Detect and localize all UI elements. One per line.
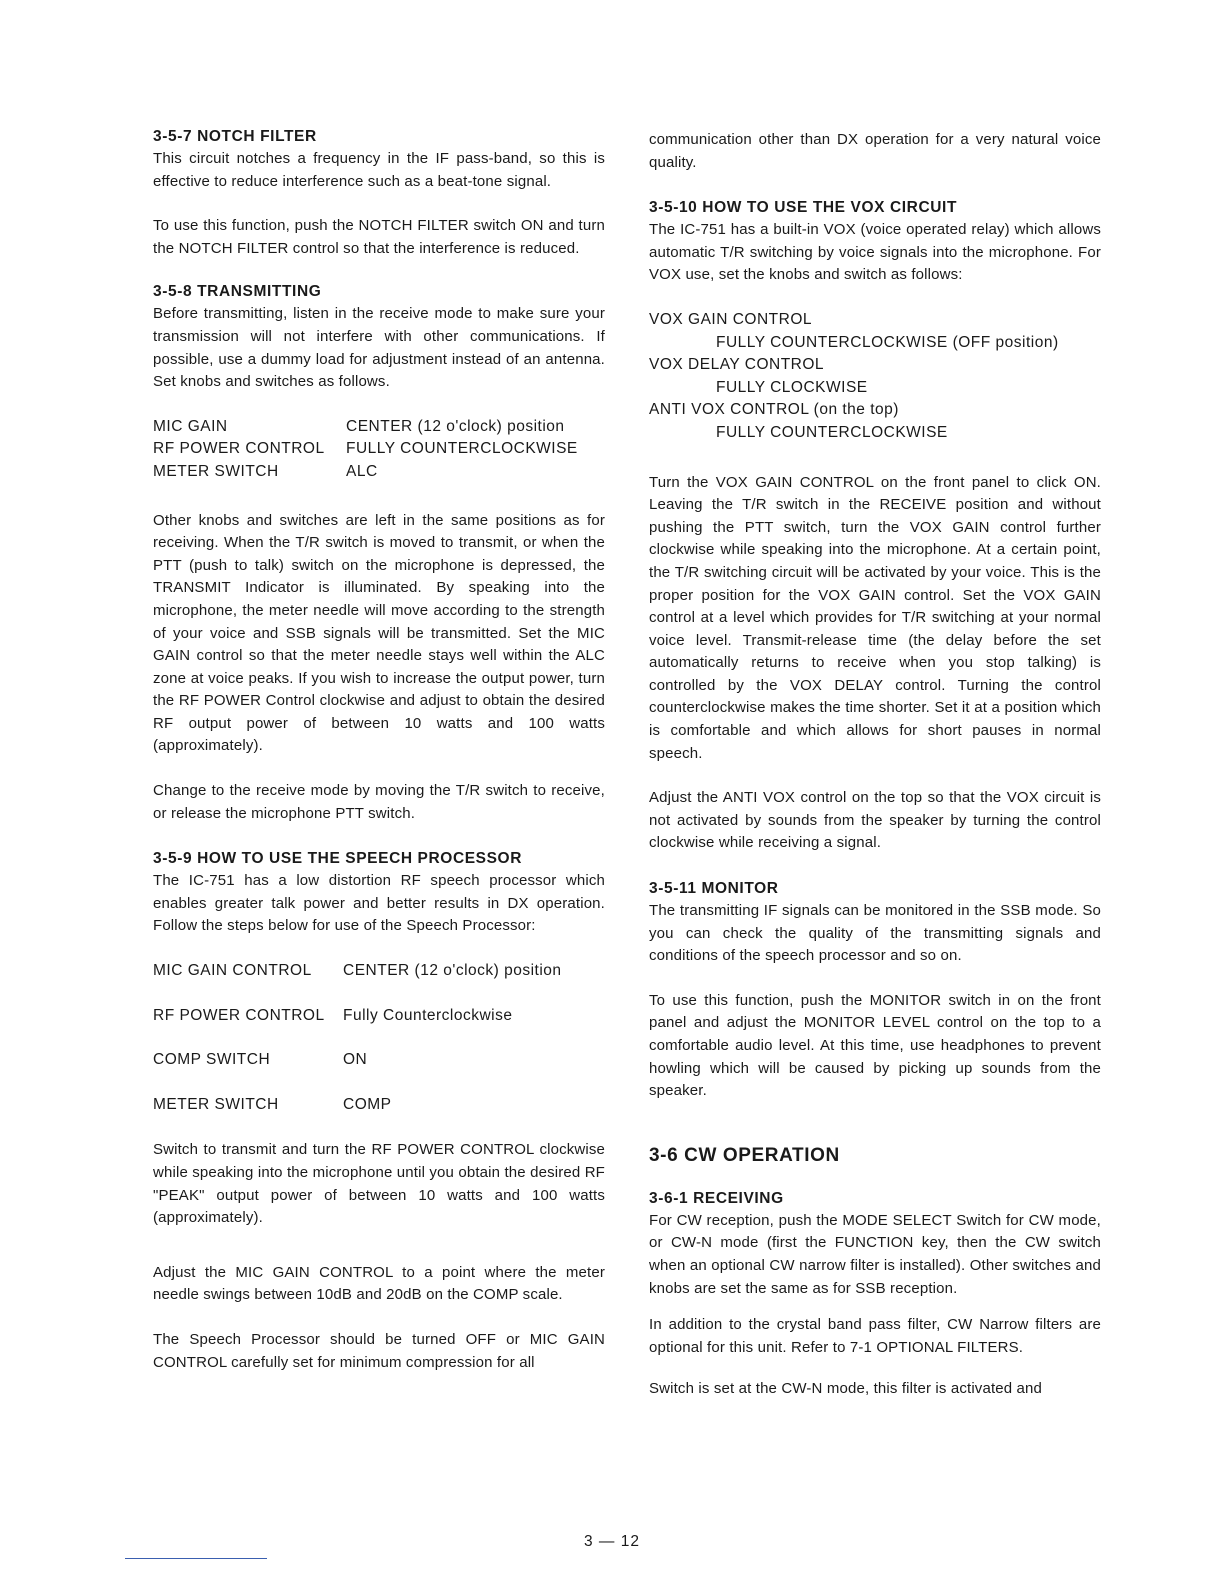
monitor-paragraph-1: The transmitting IF signals can be monitored in the SSB mode. So you can check the quality of the transmitting signals and conditions of the speech processor and so on. [649, 902, 1101, 965]
setting-name: RF POWER CONTROL [153, 440, 325, 458]
section-heading-vox-circuit: 3-5-10 HOW TO USE THE VOX CIRCUIT [649, 199, 958, 217]
vox-setting-value: FULLY COUNTERCLOCKWISE [716, 423, 948, 441]
speech-processor-paragraph-2: Switch to transmit and turn the RF POWER CONTROL clockwise while speaking into the microphone until you obtain the desired RF "PEAK" output power of between 10 watts and 100 watts (approximately). [153, 1141, 605, 1227]
speech-processor-paragraph-1: The IC-751 has a low distortion RF speech processor which enables greater talk power and better results in DX operation. Follow the steps below for use of the Speech Processor: [153, 872, 605, 935]
settings-row [153, 416, 605, 439]
speech-processor-settings-table [153, 960, 605, 1116]
transmitting-paragraph-1: Before transmitting, listen in the receive mode to make sure your transmission will not interfere with other communications. If possible, use a dummy load for adjustment instead of an antenna. Set knobs and switches as follows. [153, 305, 605, 391]
settings-row [153, 960, 605, 983]
vox-settings-list [649, 309, 1101, 445]
monitor-paragraph-2: To use this function, push the MONITOR switch in on the front panel and adjust the MONITOR LEVEL control on the top to a comfortable audio level. At this time, use headphones to prevent howling which will be caused by picking up sounds from the speaker. [649, 991, 1101, 1100]
section-heading-receiving: 3-6-1 RECEIVING [649, 1189, 784, 1207]
setting-name: MIC GAIN CONTROL [153, 962, 312, 980]
receiving-paragraph-3: Switch is set at the CW-N mode, this filter is activated and [649, 1380, 1043, 1398]
transmitting-settings-table [153, 416, 605, 484]
transmitting-paragraph-3: Change to the receive mode by moving the T/R switch to receive, or release the microphone PTT switch. [153, 782, 605, 822]
settings-row [153, 438, 605, 461]
transmitting-paragraph-2: Other knobs and switches are left in the same positions as for receiving. When the T/R switch is moved to transmit, or when the PTT (push to talk) switch on the microphone is depressed, the TRANSMIT Indicator is illuminated. By speaking into the microphone, the meter needle will move according to the strength of your voice and SSB signals will be transmitted. Set the MIC GAIN control so that the meter needle stays well within the ALC zone at voice peaks. If you wish to increase the output power, turn the RF POWER Control clockwise and adjust to obtain the desired RF output power of between 10 watts and 100 watts (approximately). [153, 511, 605, 755]
page-number: 3 — 12 [584, 1533, 640, 1550]
setting-name: MIC GAIN [153, 417, 228, 435]
vox-setting-name: VOX DELAY CONTROL [649, 356, 825, 374]
setting-value: COMP [343, 1095, 392, 1113]
setting-name: METER SWITCH [153, 462, 279, 480]
left-column [153, 126, 605, 1374]
setting-value: ALC [346, 462, 378, 480]
setting-name: COMP SWITCH [153, 1051, 271, 1069]
setting-value: CENTER (12 o'clock) position [346, 417, 565, 435]
notch-filter-paragraph-1: This circuit notches a frequency in the IF pass-band, so this is effective to reduce interference such as a beat-tone signal. [153, 150, 605, 190]
speech-processor-paragraph-3: Adjust the MIC GAIN CONTROL to a point where the meter needle swings between 10dB and 20dB on the COMP scale. [153, 1263, 605, 1304]
right-column [649, 126, 1101, 1401]
settings-row [153, 1049, 605, 1072]
vox-setting-name: ANTI VOX CONTROL (on the top) [649, 401, 899, 419]
receiving-paragraph-1: For CW reception, push the MODE SELECT Switch for CW mode, or CW-N mode (first the FUNCTION key, then the CW switch when an optional CW narrow filter is installed). Other switches and knobs are set the same as for SSB reception. [649, 1211, 1101, 1297]
continued-paragraph: communication other than DX operation for a very natural voice quality. [649, 131, 1101, 171]
vox-paragraph-1: The IC-751 has a built-in VOX (voice operated relay) which allows automatic T/R switching by voice signals into the microphone. For VOX use, set the knobs and switch as follows: [649, 221, 1101, 284]
notch-filter-paragraph-2: To use this function, push the NOTCH FILTER switch ON and turn the NOTCH FILTER control so that the interference is reduced. [153, 217, 605, 257]
settings-row [153, 461, 605, 484]
settings-row [153, 1005, 605, 1028]
section-heading-cw-operation: 3-6 CW OPERATION [649, 1144, 840, 1166]
setting-value: Fully Counterclockwise [343, 1006, 513, 1024]
vox-setting-value: FULLY CLOCKWISE [716, 378, 868, 396]
section-heading-monitor: 3-5-11 MONITOR [649, 880, 779, 898]
settings-row [153, 1094, 605, 1117]
setting-value: ON [343, 1051, 368, 1069]
vox-setting-value: FULLY COUNTERCLOCKWISE (OFF position) [716, 333, 1059, 351]
setting-value: CENTER (12 o'clock) position [343, 962, 562, 980]
setting-name: METER SWITCH [153, 1095, 279, 1113]
receiving-paragraph-2: In addition to the crystal band pass filter, CW Narrow filters are optional for this unit. Refer to 7-1 OPTIONAL FILTERS. [649, 1316, 1101, 1356]
section-heading-transmitting: 3-5-8 TRANSMITTING [153, 283, 322, 301]
speech-processor-paragraph-4: The Speech Processor should be turned OFF or MIC GAIN CONTROL carefully set for minimum compression for all [153, 1330, 605, 1371]
section-heading-notch-filter: 3-5-7 NOTCH FILTER [153, 128, 317, 145]
setting-name: RF POWER CONTROL [153, 1006, 325, 1024]
footer-rule [125, 1558, 267, 1559]
vox-paragraph-3: Adjust the ANTI VOX control on the top so that the VOX circuit is not activated by sounds from the speaker by turning the control clockwise while receiving a signal. [649, 789, 1101, 852]
setting-value: FULLY COUNTERCLOCKWISE [346, 440, 578, 458]
vox-setting-name: VOX GAIN CONTROL [649, 310, 813, 328]
section-heading-speech-processor: 3-5-9 HOW TO USE THE SPEECH PROCESSOR [153, 850, 523, 868]
vox-paragraph-2: Turn the VOX GAIN CONTROL on the front panel to click ON. Leaving the T/R switch in the RECEIVE position and without pushing the PTT switch, turn the VOX GAIN control further clockwise while speaking into the microphone. At a certain point, the T/R switching circuit will be activated by your voice. This is the proper position for the VOX GAIN control. Set the VOX GAIN control at a level which provides for T/R switching at your normal voice level. Transmit-release time (the delay before the set automatically returns to receive when you stop talking) is controlled by the VOX DELAY control. Turning the control counterclockwise makes the time shorter. Set it at a position which is comfortable and which allows for short pauses in normal speech. [649, 473, 1101, 762]
